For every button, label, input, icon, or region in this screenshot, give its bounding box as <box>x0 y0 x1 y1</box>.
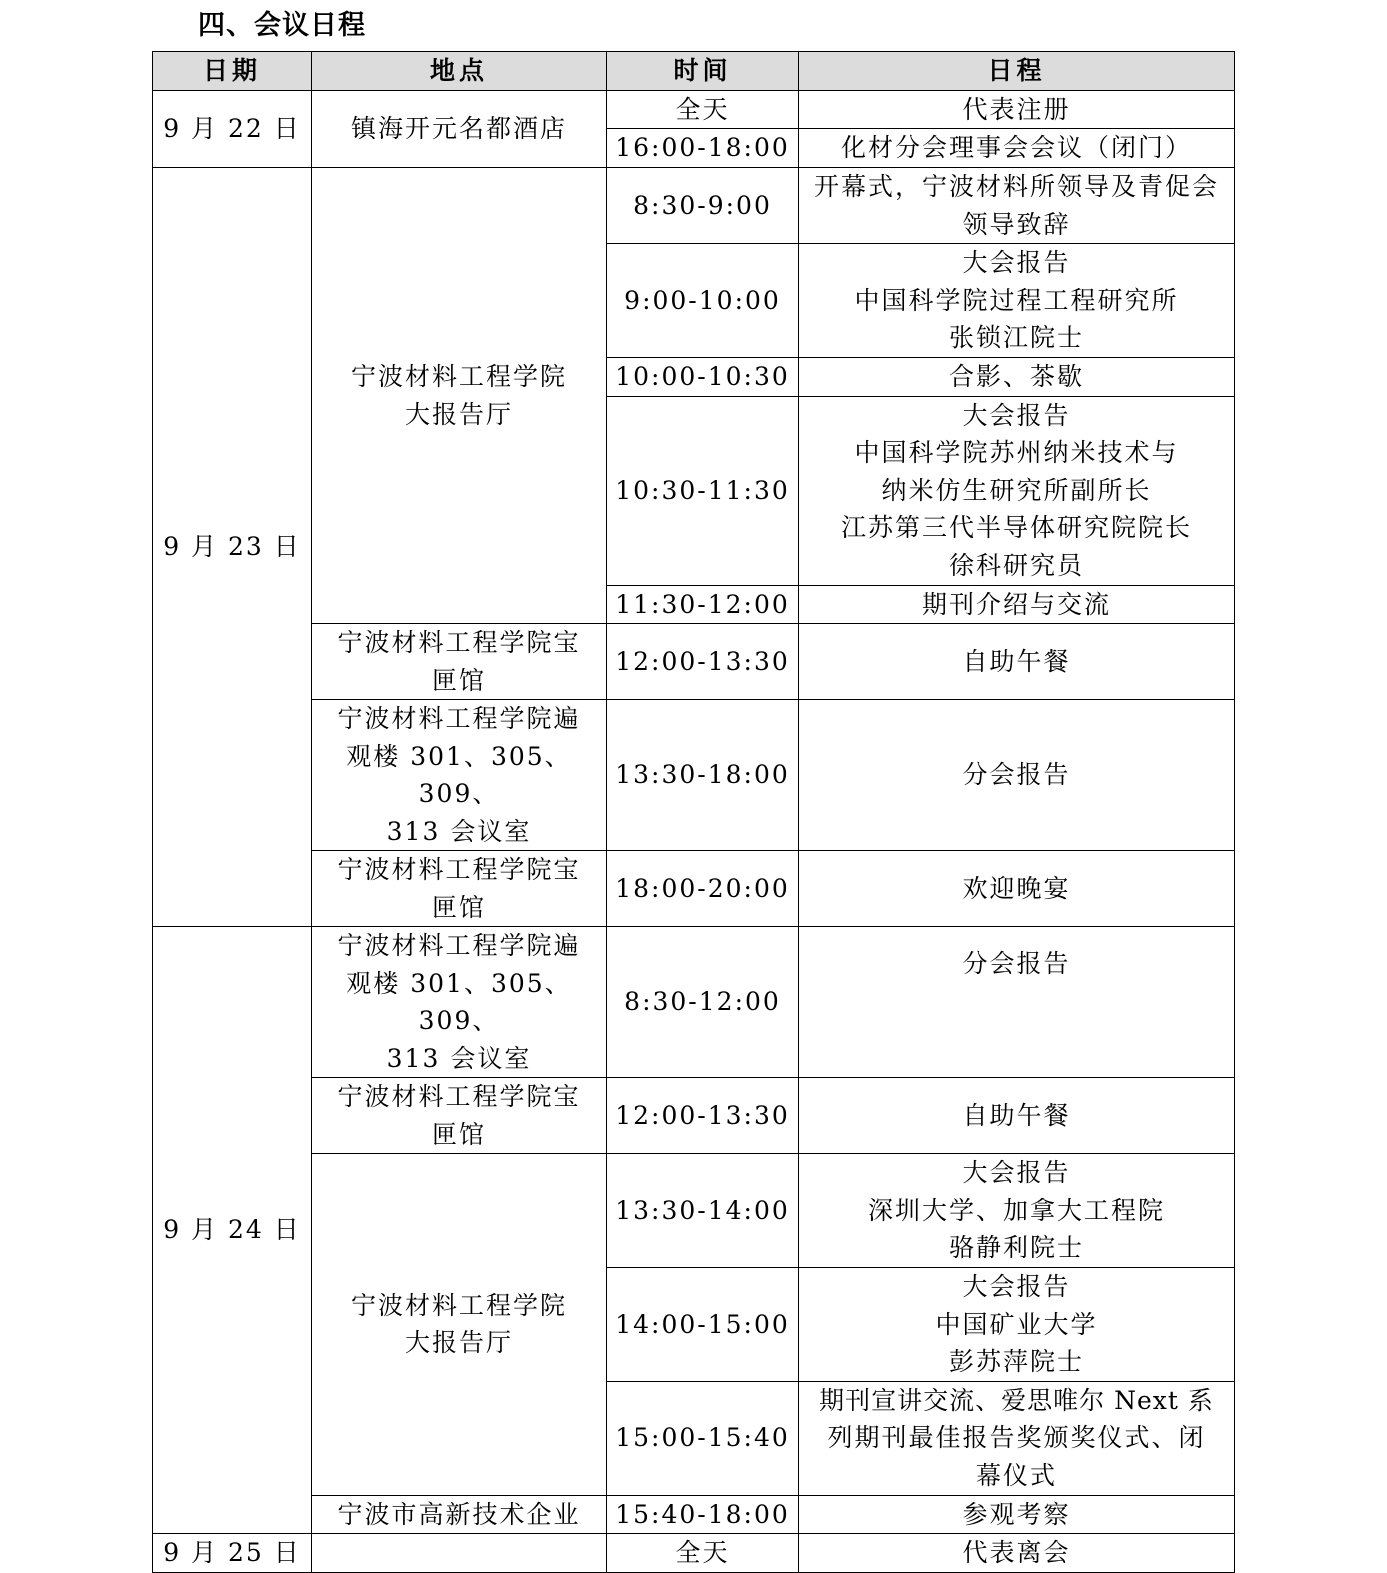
place-cell <box>312 1078 607 1154</box>
place-line: 匣馆 <box>431 892 486 922</box>
place-cell: 宁波市高新技术企业 <box>312 1495 607 1534</box>
time-cell: 13:30-18:00 <box>607 700 799 851</box>
table-row <box>153 927 1235 1078</box>
agenda-line: 中国科学院过程工程研究所 <box>854 285 1179 315</box>
place-line: 313 会议室 <box>386 816 532 846</box>
time-cell: 全天 <box>607 90 799 129</box>
agenda-cell: 期刊介绍与交流 <box>799 585 1235 624</box>
time-cell: 12:00-13:30 <box>607 624 799 700</box>
agenda-cell <box>799 1381 1235 1495</box>
table-row <box>153 1534 1235 1573</box>
place-cell: 镇海开元名都酒店 <box>312 90 607 168</box>
agenda-line: 深圳大学、加拿大工程院 <box>867 1195 1165 1225</box>
time-cell: 15:40-18:00 <box>607 1495 799 1534</box>
date-cell: 9 月 22 日 <box>153 90 312 168</box>
time-cell: 8:30-9:00 <box>607 168 799 244</box>
place-text: 宁波材料工程学院大报告厅 <box>350 1290 567 1358</box>
place-text: 宁波材料工程学院大报告厅 <box>350 362 567 429</box>
date-cell: 9 月 23 日 <box>153 168 312 927</box>
time-cell: 15:00-15:40 <box>607 1381 799 1495</box>
place-cell <box>312 927 607 1078</box>
agenda-line: 幕仪式 <box>975 1460 1057 1490</box>
agenda-line: 江苏第三代半导体研究院院长 <box>840 513 1192 543</box>
place-cell <box>312 1154 607 1496</box>
place-cell <box>312 168 607 624</box>
table-row <box>153 624 1235 700</box>
agenda-line: 大会报告 <box>962 1272 1071 1301</box>
place-line: 匣馆 <box>431 1119 486 1149</box>
table-row <box>153 851 1235 927</box>
time-cell: 12:00-13:30 <box>607 1078 799 1154</box>
time-cell: 18:00-20:00 <box>607 851 799 927</box>
schedule-table <box>152 51 1235 1573</box>
table-row <box>153 168 1235 244</box>
agenda-line: 纳米仿生研究所副所长 <box>881 475 1152 505</box>
time-cell: 11:30-12:00 <box>607 585 799 624</box>
agenda-cell <box>799 244 1235 358</box>
place-line: 宁波材料工程学院宝 <box>337 628 581 657</box>
table-row <box>153 1154 1235 1268</box>
place-line: 宁波材料工程学院宝 <box>337 1082 581 1111</box>
agenda-cell: 代表离会 <box>799 1534 1235 1573</box>
agenda-cell <box>799 1268 1235 1382</box>
time-cell: 16:00-18:00 <box>607 129 799 168</box>
col-header-place: 地点 <box>312 52 607 91</box>
agenda-line: 徐科研究员 <box>948 550 1084 580</box>
time-cell: 13:30-14:00 <box>607 1154 799 1268</box>
agenda-cell <box>799 1154 1235 1268</box>
place-cell <box>312 851 607 927</box>
agenda-line: 列期刊最佳报告奖颁奖仪式、闭 <box>827 1423 1206 1453</box>
place-line: 匣馆 <box>431 665 486 695</box>
agenda-line: 骆静利院士 <box>948 1233 1084 1263</box>
agenda-line: 彭苏萍院士 <box>948 1347 1084 1376</box>
agenda-cell: 分会报告 <box>799 927 1235 1078</box>
agenda-cell <box>799 396 1235 585</box>
table-row <box>153 90 1235 129</box>
table-row <box>153 700 1235 851</box>
time-cell: 全天 <box>607 1534 799 1573</box>
agenda-line: 期刊宣讲交流、爱思唯尔 Next 系 <box>819 1385 1214 1415</box>
place-line: 观楼 301、305、309、 <box>346 968 572 1035</box>
place-cell <box>312 624 607 700</box>
agenda-cell: 参观考察 <box>799 1495 1235 1534</box>
agenda-cell <box>799 168 1235 244</box>
agenda-cell: 欢迎晚宴 <box>799 851 1235 927</box>
agenda-line: 大会报告 <box>962 248 1071 278</box>
place-cell <box>312 700 607 851</box>
place-cell <box>312 1534 607 1573</box>
agenda-line: 大会报告 <box>962 400 1071 430</box>
agenda-cell: 合影、茶歇 <box>799 358 1235 397</box>
agenda-line: 中国矿业大学 <box>935 1309 1098 1339</box>
col-header-agenda: 日程 <box>799 52 1235 91</box>
time-cell: 9:00-10:00 <box>607 244 799 358</box>
agenda-cell: 自助午餐 <box>799 1078 1235 1154</box>
agenda-cell: 代表注册 <box>799 90 1235 129</box>
header-row <box>153 52 1235 91</box>
table-row <box>153 1495 1235 1534</box>
date-cell: 9 月 24 日 <box>153 927 312 1534</box>
table-row <box>153 1078 1235 1154</box>
date-cell: 9 月 25 日 <box>153 1534 312 1573</box>
agenda-cell: 化材分会理事会会议（闭门） <box>799 129 1235 168</box>
time-cell: 10:00-10:30 <box>607 358 799 397</box>
col-header-time: 时间 <box>607 52 799 91</box>
place-line: 宁波材料工程学院遍 <box>337 931 581 960</box>
place-line: 宁波材料工程学院遍 <box>337 704 581 733</box>
agenda-cell: 分会报告 <box>799 700 1235 851</box>
agenda-line: 大会报告 <box>962 1158 1071 1188</box>
place-line: 313 会议室 <box>386 1043 532 1073</box>
time-cell: 14:00-15:00 <box>607 1268 799 1382</box>
col-header-date: 日期 <box>153 52 312 91</box>
agenda-line: 张锁江院士 <box>948 323 1084 353</box>
agenda-cell: 自助午餐 <box>799 624 1235 700</box>
section-heading: 四、会议日程 <box>198 10 366 41</box>
agenda-line: 中国科学院苏州纳米技术与 <box>854 438 1179 468</box>
agenda-text: 开幕式，宁波材料所领导及青促会领导致辞 <box>813 172 1219 239</box>
place-line: 宁波材料工程学院宝 <box>337 855 581 884</box>
time-cell: 8:30-12:00 <box>607 927 799 1078</box>
place-line: 观楼 301、305、309、 <box>346 741 572 808</box>
time-cell: 10:30-11:30 <box>607 396 799 585</box>
